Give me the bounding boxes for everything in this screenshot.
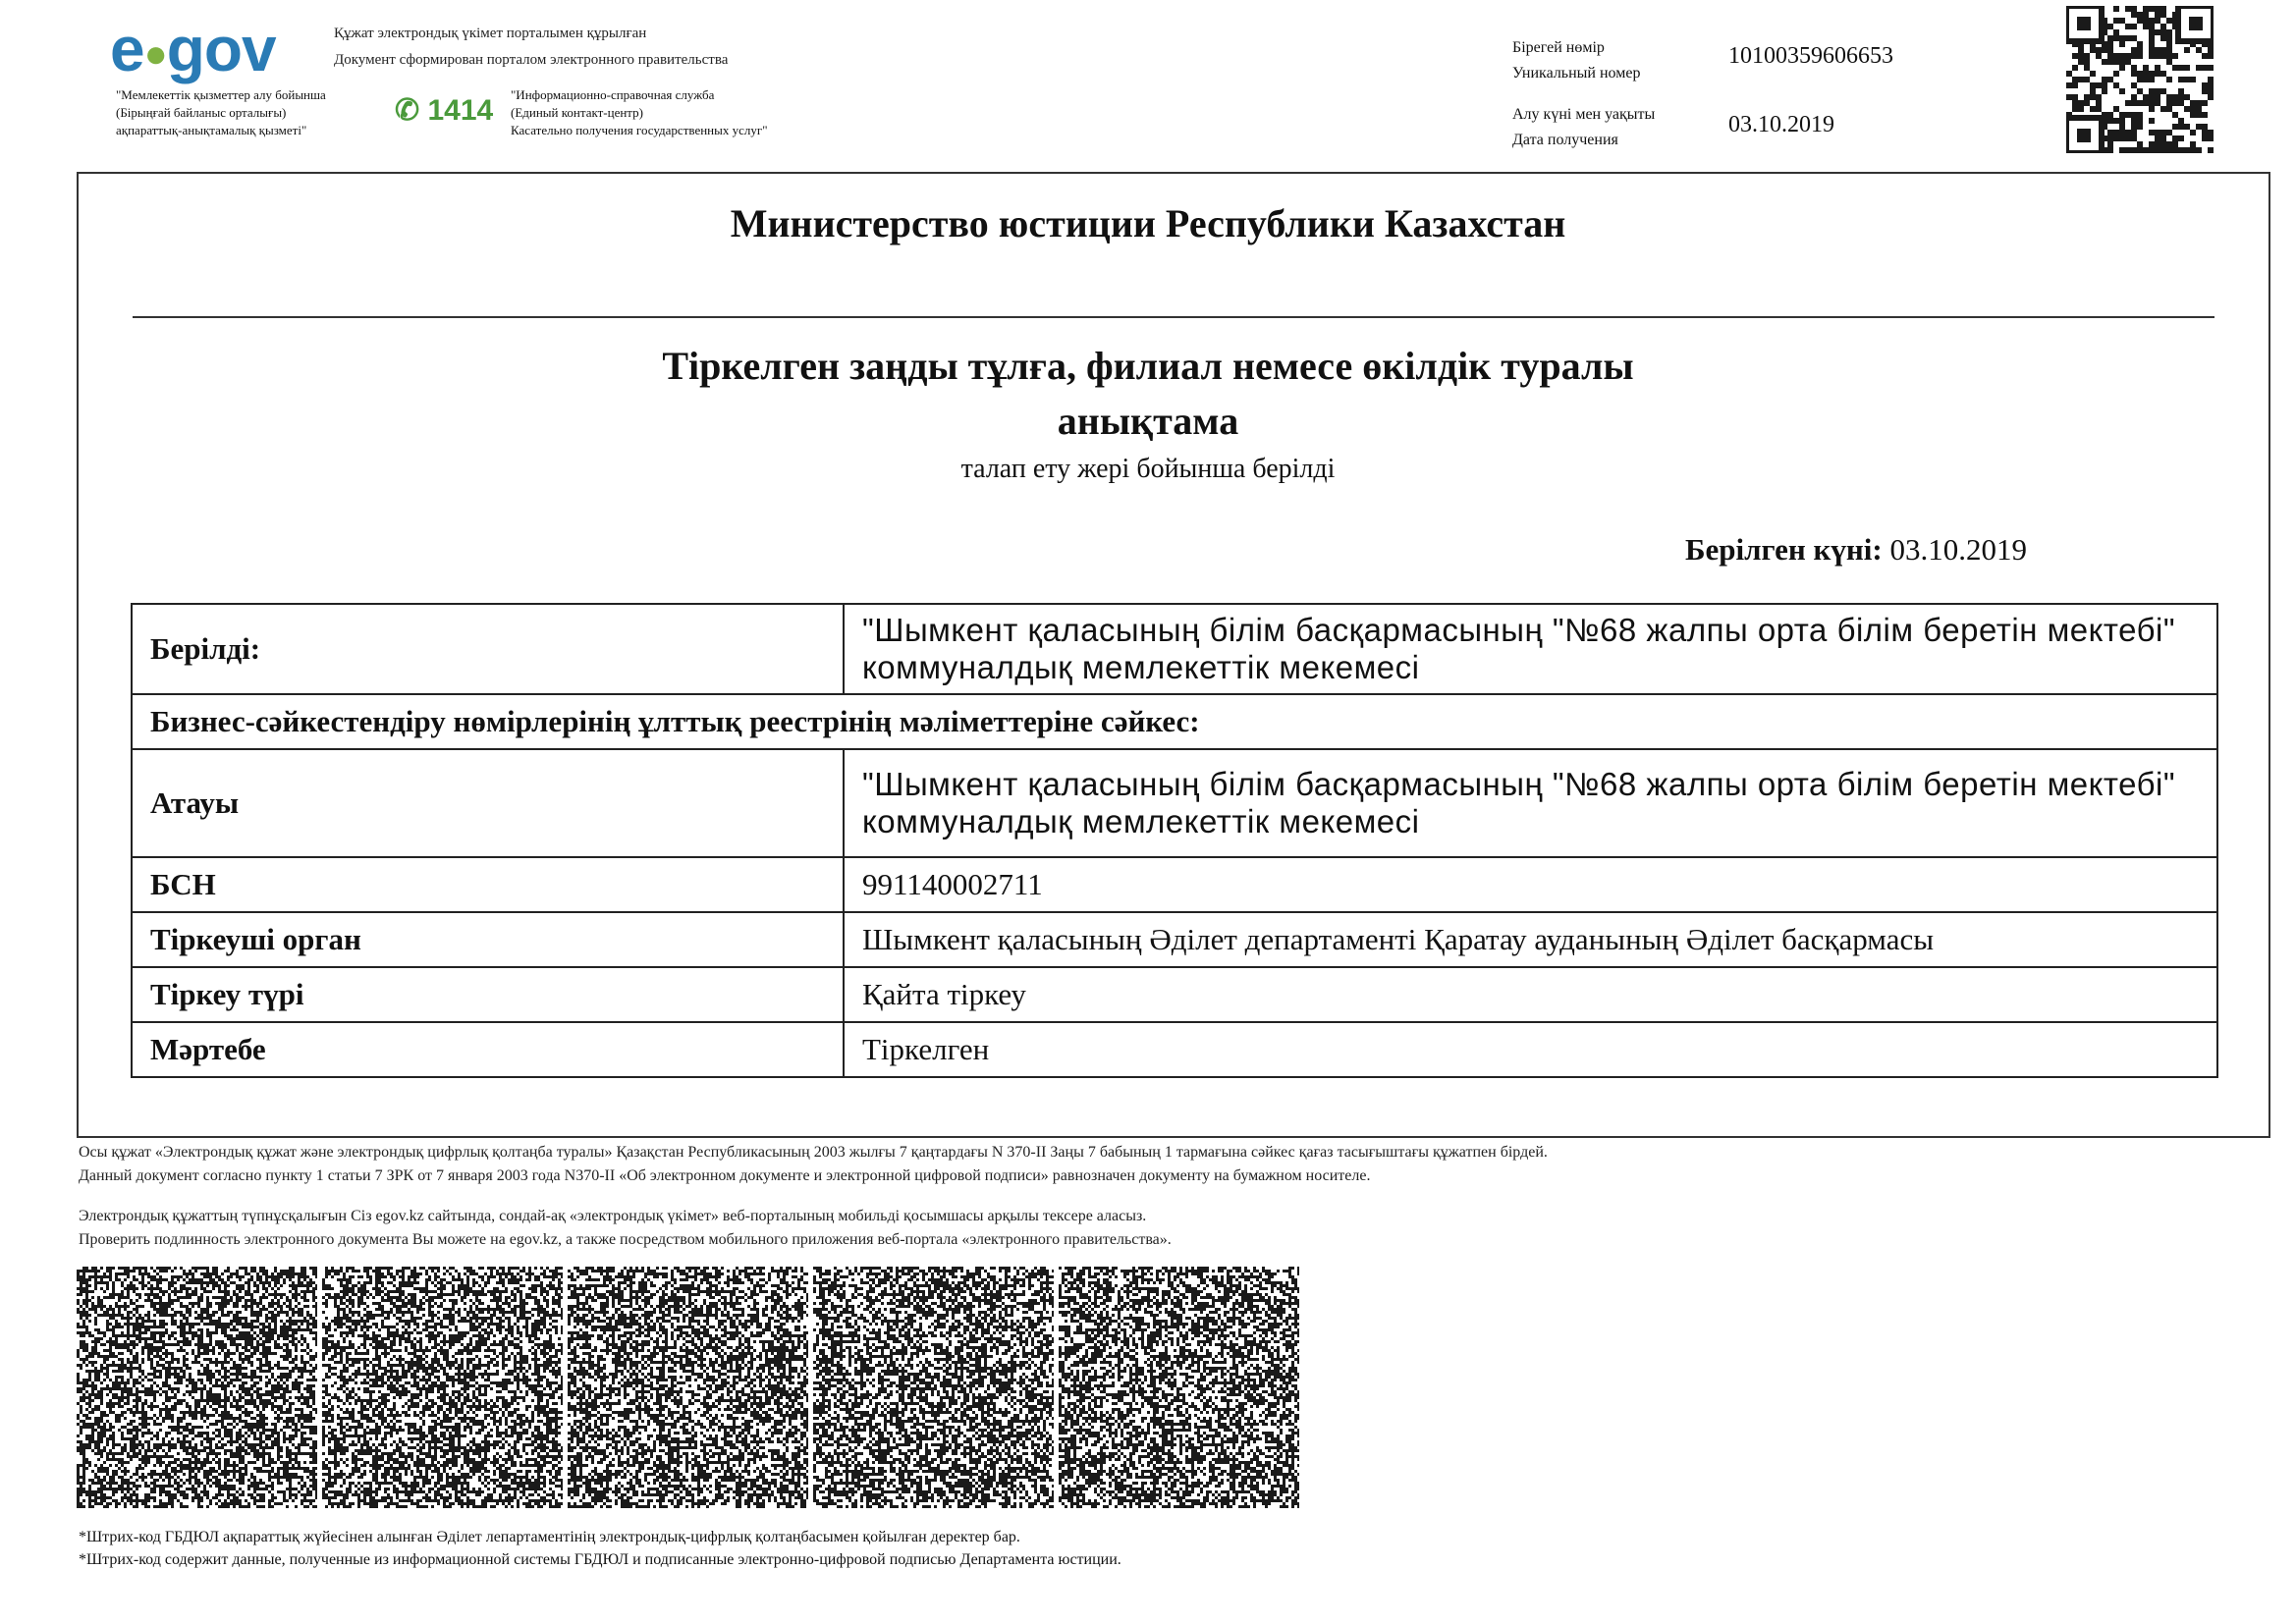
helpdesk-ru-line: (Единый контакт-центр): [511, 105, 643, 120]
date-label-kz: Алу күні мен уақыты: [1512, 106, 1656, 123]
table-row: [132, 1022, 2217, 1077]
row-value: Шымкент қаласының Әділет департаменті Қаратау ауданының Әділет басқармасы: [844, 912, 2217, 967]
unique-number-label: [1512, 35, 1640, 86]
row-value: "Шымкент қаласының білім басқармасының "№68 жалпы орта білім беретін мектебі" коммуналдық мемлекеттік мекемесі: [844, 749, 2217, 857]
helpdesk-kz-line: (Бірыңғай байланыс орталығы): [116, 105, 287, 120]
table-row: [132, 912, 2217, 967]
issue-date-value: 03.10.2019: [1889, 532, 2027, 567]
logo-gov: gov: [166, 14, 276, 84]
table-row: [132, 967, 2217, 1022]
document-subtitle: талап ету жері бойынша берілді: [960, 454, 1336, 484]
logo-dot-icon: ●: [143, 32, 167, 77]
barcode-note-ru: *Штрих-код содержит данные, полученные из информационной системы ГБДЮЛ и подписанные электронно-цифровой подписью Департамента юстиции.: [79, 1551, 1121, 1568]
barcode-icon: [77, 1267, 317, 1508]
row-value: 991140002711: [844, 857, 2217, 912]
helpdesk-kz-line: "Мемлекеттік қызметтер алу бойынша: [116, 87, 326, 102]
verify-note-ru: Проверить подлинность электронного документа Вы можете на egov.kz, а также посредством мобильного приложения веб-портала «электронного правительства».: [79, 1231, 1172, 1248]
row-value: Қайта тіркеу: [844, 967, 2217, 1022]
contact-phone: [395, 93, 493, 128]
date-label-ru: Дата получения: [1512, 132, 1618, 148]
qr-code-icon: [2066, 6, 2214, 153]
portal-caption-kz: Құжат электрондық үкімет порталымен құрылған: [334, 26, 647, 41]
issue-date-label: Берілген күні:: [1685, 532, 1883, 567]
phone-icon: ✆: [395, 94, 420, 127]
row-label: Тіркеуші орган: [132, 912, 844, 967]
barcode-icon: [1059, 1267, 1299, 1508]
helpdesk-info-ru: [511, 86, 768, 139]
unique-label-ru: Уникальный номер: [1512, 65, 1641, 81]
row-value: "Шымкент қаласының білім басқармасының "№68 жалпы орта білім беретін мектебі" коммуналдық мемлекеттік мекемесі: [844, 604, 2217, 694]
section-heading: Бизнес-сәйкестендіру нөмірлерінің ұлттық реестрінің мәліметтеріне сәйкес:: [132, 694, 2217, 749]
table-row: [132, 749, 2217, 857]
table-row: [132, 604, 2217, 694]
verify-note-kz: Электрондық құжаттың түпнұсқалығын Сіз egov.kz сайтында, сондай-ақ «электрондық үкімет» веб-порталының мобильді қосымшасы арқылы тексере аласыз.: [79, 1208, 1147, 1224]
barcode-icon: [322, 1267, 563, 1508]
legal-note-kz: Осы құжат «Электрондық құжат және электрондық цифрлық қолтаңба туралы» Қазақстан Республикасының 2003 жылғы 7 қаңтардағы N 370-II Заңы 7 бабының 1 тармағына сәйкес қағаз тасығыштағы құжатпен бірдей.: [79, 1144, 1548, 1161]
barcode-note-kz: *Штрих-код ГБДЮЛ ақпараттық жүйесінен алынған Әділет лепартаментінің электрондық-цифрлық қолтаңбасымен қойылған деректер бар.: [79, 1529, 1020, 1545]
helpdesk-info-kz: [116, 86, 326, 139]
table-row: [132, 694, 2217, 749]
issue-date: [1685, 532, 2027, 568]
date-received-label: [1512, 102, 1655, 153]
date-received: 03.10.2019: [1728, 112, 1834, 137]
row-label: Берілді:: [132, 604, 844, 694]
helpdesk-ru-line: Касательно получения государственных услуг": [511, 123, 768, 137]
legal-note-ru: Данный документ согласно пункту 1 статьи 7 ЗРК от 7 января 2003 года N370-II «Об электронном документе и электронной цифровой подписи» равнозначен документу на бумажном носителе.: [79, 1167, 1371, 1184]
row-label: Тіркеу түрі: [132, 967, 844, 1022]
row-label: Атауы: [132, 749, 844, 857]
portal-caption-ru: Документ сформирован порталом электронного правительства: [334, 52, 729, 68]
egov-logo: [110, 14, 276, 85]
helpdesk-kz-line: ақпараттық-анықтамалық қызметі": [116, 123, 307, 137]
ministry-title: Министерство юстиции Республики Казахстан: [730, 201, 1566, 245]
document-title: Тіркелген заңды тұлға, филиал немесе өкілдік туралы: [662, 344, 1634, 388]
phone-number: 1414: [427, 94, 494, 127]
barcode-icon: [568, 1267, 808, 1508]
row-label: БСН: [132, 857, 844, 912]
row-label: Мәртебе: [132, 1022, 844, 1077]
helpdesk-ru-line: "Информационно-справочная служба: [511, 87, 715, 102]
unique-label-kz: Бірегей нөмір: [1512, 39, 1605, 56]
row-value: Тіркелген: [844, 1022, 2217, 1077]
table-row: [132, 857, 2217, 912]
barcode-icon: [813, 1267, 1054, 1508]
document-title-2: анықтама: [1057, 399, 1239, 443]
unique-number: 10100359606653: [1728, 43, 1893, 69]
info-table: [131, 603, 2218, 1078]
divider: [133, 316, 2214, 318]
logo-e: e: [110, 14, 144, 84]
